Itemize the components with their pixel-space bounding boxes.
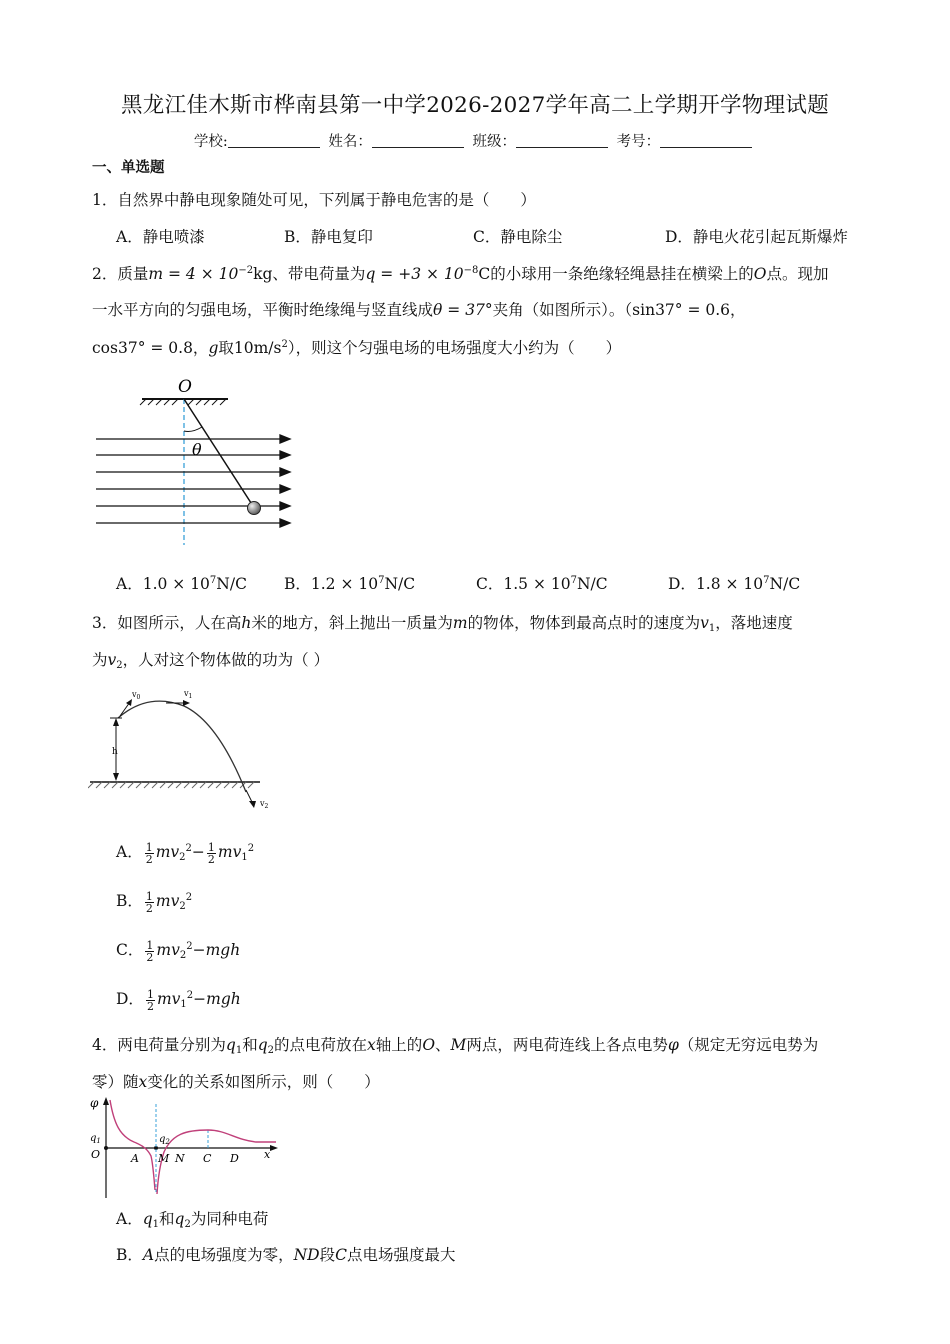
q1-stem: 1．自然界中静电现象随处可见，下列属于静电危害的是（ ）: [92, 191, 536, 209]
q3-projectile-figure: [88, 684, 278, 814]
q2-label-theta: θ: [192, 440, 202, 459]
q2-pendulum-figure: [90, 375, 300, 547]
q3-label-h: h: [112, 747, 118, 757]
q2-label-o: O: [178, 377, 192, 397]
q3-label-v1: $v_1$: [184, 689, 193, 700]
q4-stem-line2: 零）随x变化的关系如图所示，则（ ）: [92, 1073, 380, 1091]
q2-ball: [248, 502, 261, 515]
q2-stem-line2: 一水平方向的匀强电场，平衡时绝缘绳与竖直线成θ = 37°夹角（如图所示）。（sin37° = 0.6，: [92, 301, 746, 319]
q4-stem-line1: 4．两电荷量分别为$q_1$和$q_2$的点电荷放在x轴上的O、M两点，两电荷连线上各点电势φ（规定无穷远电势为: [92, 1036, 819, 1056]
q1-option-d: D．静电火花引起瓦斯爆炸: [665, 228, 848, 246]
student-info-row: [0, 130, 950, 151]
q3-stem-line2: 为$v_2$，人对这个物体做的功为（ ）: [92, 651, 330, 671]
svg-text:N: N: [175, 1152, 185, 1165]
q3-label-v2: $v_2$: [260, 799, 269, 810]
class-blank[interactable]: [516, 133, 608, 148]
q1-option-b: B．静电复印: [284, 228, 373, 246]
exam-title: 黑龙江佳木斯市桦南县第一中学2026-2027学年高二上学期开学物理试题: [121, 93, 829, 118]
class-label: 班级：: [472, 134, 516, 150]
svg-text:x: x: [264, 1148, 271, 1161]
q2-mass-expr: m = 4 × 10: [148, 265, 239, 283]
q3-option-a: A． $\frac{1}{2}$ $mv_2^2-$ $\frac{1}{2}$ $mv_1^2$: [116, 840, 255, 866]
svg-text:D: D: [230, 1152, 239, 1165]
svg-text:q2: $q_2$: [159, 1134, 170, 1146]
q3-label-v0: $v_0$: [132, 690, 141, 701]
q3-option-b: B． $\frac{1}{2}$ $mv_2^2$: [116, 889, 193, 915]
exam-no-label: 考号：: [616, 134, 661, 150]
q2-theta-expr: θ = 37°: [433, 301, 493, 319]
svg-text:q1: $q_1$: [90, 1133, 101, 1145]
q2-option-a: A．$1.0 \times 10^7N/C$: [116, 575, 247, 593]
q2-stem-line3: cos37° = 0.8，g取$10m/s^2$），则这个匀强电场的电场强度大小约为（ ）: [92, 339, 622, 357]
name-blank[interactable]: [372, 133, 464, 148]
q2-stem-line1: 2．质量$m = 4 \times 10^{-2}kg$、带电荷量为$q = +3 \times 10^{-8}C$的小球用一条绝缘轻绳悬挂在横梁上的O点。现加: [92, 265, 829, 283]
school-blank[interactable]: [228, 133, 320, 148]
q3-option-c: C． $\frac{1}{2}$ $mv_2^2-mgh$: [116, 938, 241, 964]
svg-text:O: O: [91, 1148, 101, 1161]
name-label: 姓名：: [328, 134, 372, 150]
q1-option-c: C．静电除尘: [473, 228, 563, 246]
q4-curve-left: [110, 1100, 155, 1190]
svg-text:A: A: [131, 1152, 139, 1165]
q2-option-b: B．$1.2 \times 10^7N/C$: [284, 575, 416, 593]
q4-option-b: B．A点的电场强度为零，ND段C点电场强度最大: [116, 1246, 456, 1264]
q1-option-a: A．静电喷漆: [116, 228, 205, 246]
section-title: 一、单选题: [92, 160, 165, 176]
exam-no-blank[interactable]: [660, 133, 752, 148]
q3-option-d: D． $\frac{1}{2}$ $mv_1^2-mgh$: [116, 987, 241, 1013]
q3-stem-line1: 3．如图所示，人在高h米的地方，斜上抛出一质量为m的物体，物体到最高点时的速度为$v_1$，落地速度: [92, 614, 793, 634]
svg-text:M: M: [158, 1152, 170, 1165]
q2-option-c: C．$1.5 \times 10^7N/C$: [476, 575, 608, 593]
svg-text:C: C: [203, 1152, 212, 1165]
school-label: 学校:: [193, 134, 228, 150]
svg-text:φ: φ: [90, 1096, 99, 1110]
q2-charge-expr: q = +3 × 10: [365, 265, 464, 283]
q4-option-a: A．$q_1$和$q_2$为同种电荷: [116, 1210, 269, 1230]
q2-option-d: D．$1.8 \times 10^7N/C$: [668, 575, 801, 593]
q4-potential-figure: [86, 1094, 286, 1202]
